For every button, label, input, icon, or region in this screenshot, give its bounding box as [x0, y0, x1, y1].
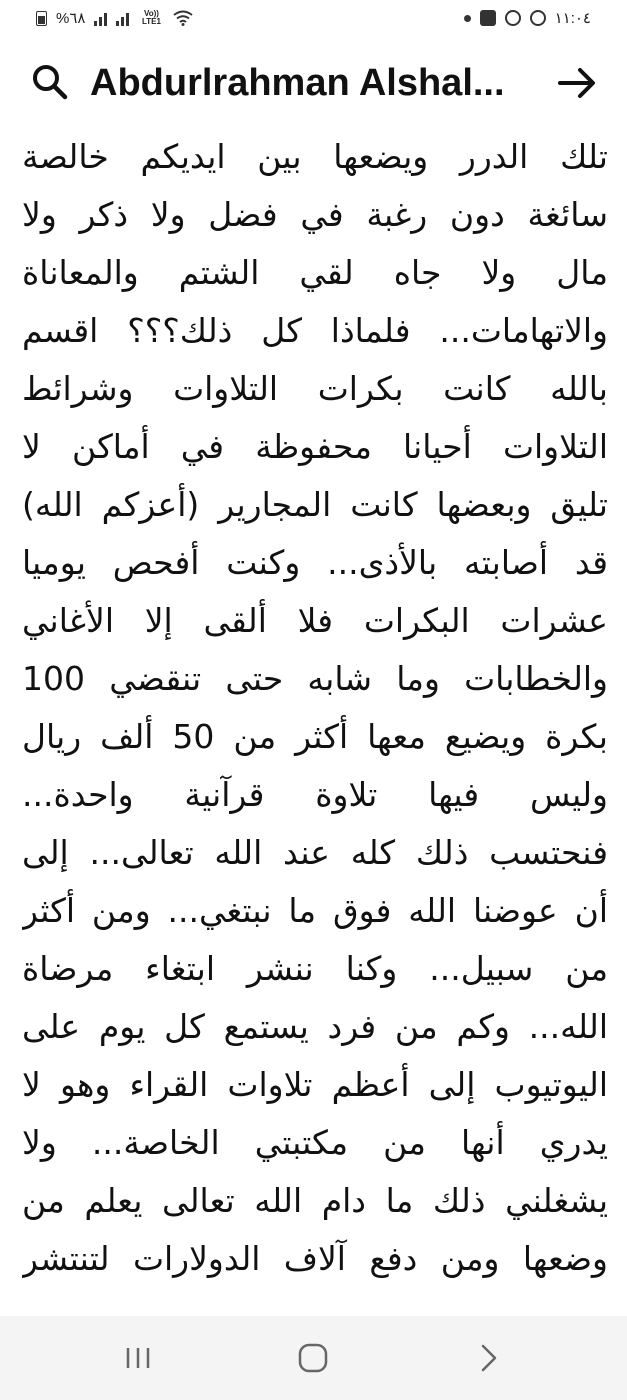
messenger-notification-icon	[505, 10, 521, 26]
navigation-bar	[0, 1316, 627, 1400]
post-text-line: والخطابات وما شابه حتى تنقضي 100	[22, 659, 608, 698]
network-type-label: Vo)) LTE1	[141, 9, 161, 26]
gallery-notification-icon	[480, 10, 496, 26]
post-text-line: مال ولا جاه لقي الشتم والمعاناة	[22, 253, 608, 292]
post-text-line: وضعها ومن دفع آلاف الدولارات لتنتشر	[22, 1239, 608, 1278]
whatsapp-notification-icon	[530, 10, 546, 26]
post-text-line: التلاوات أحيانا محفوظة في أماكن لا	[22, 427, 608, 466]
search-icon[interactable]	[30, 62, 70, 102]
post-text-line: وليس فيها تلاوة قرآنية واحدة...	[22, 775, 608, 814]
status-bar-right	[464, 9, 591, 27]
recent-apps-icon[interactable]	[118, 1338, 158, 1378]
post-text-line: بالله كانت بكرات التلاوات وشرائط	[22, 369, 608, 408]
back-icon[interactable]	[468, 1338, 508, 1378]
post-text-line: تليق وبعضها كانت المجارير (أعزكم الله)	[22, 485, 608, 524]
post-text-line: الله... وكم من فرد يستمع كل يوم على	[22, 1007, 608, 1046]
page-title: Abdurlrahman Alshal...	[90, 62, 505, 104]
post-body	[22, 128, 608, 1316]
post-text-line: يدري أنها من مكتبتي الخاصة... ولا	[22, 1123, 608, 1162]
post-text-line: بكرة ويضيع معها أكثر من 50 ألف ريال	[22, 717, 608, 756]
notification-dot-icon	[464, 15, 471, 22]
post-text-line: قد أصابته بالأذى... وكنت أفحص يوميا	[22, 543, 608, 582]
battery-icon	[36, 11, 47, 26]
post-text-line: سائغة دون رغبة في فضل ولا ذكر ولا	[22, 195, 608, 234]
home-icon[interactable]	[293, 1338, 333, 1378]
signal-strength-icon	[94, 11, 107, 26]
post-text-line: والاتهامات... فلماذا كل ذلك؟؟؟ اقسم	[22, 311, 608, 350]
arrow-right-icon[interactable]	[556, 62, 598, 104]
post-text-line: عشرات البكرات فلا ألقى إلا الأغاني	[22, 601, 608, 640]
post-text-line: يشغلني ذلك ما دام الله تعالى يعلم من	[22, 1181, 608, 1220]
post-text-line: اليوتيوب إلى أعظم تلاوات القراء وهو لا	[22, 1065, 608, 1104]
app-header	[0, 40, 627, 126]
post-text-line: من سبيل... وكنا ننشر ابتغاء مرضاة	[22, 949, 608, 988]
status-bar	[0, 0, 627, 40]
post-text-line: تلك الدرر ويضعها بين ايديكم خالصة	[22, 137, 608, 176]
signal-strength-icon-2	[116, 11, 129, 26]
clock: ١١:٠٤	[554, 10, 591, 27]
post-text-line: فنحتسب ذلك كله عند الله تعالى... إلى	[22, 833, 608, 872]
status-bar-left	[36, 9, 193, 27]
battery-percentage: %٦٨	[56, 10, 86, 27]
wifi-icon	[173, 10, 193, 26]
post-text-line: أن عوضنا الله فوق ما نبتغي... ومن أكثر	[22, 891, 608, 930]
